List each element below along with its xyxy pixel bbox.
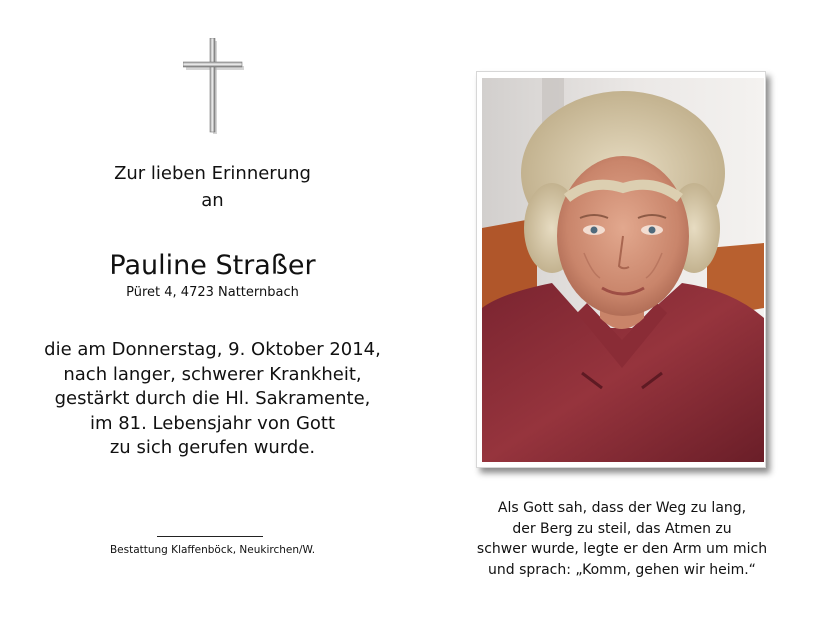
photo-frame bbox=[476, 71, 766, 468]
obituary-line: gestärkt durch die Hl. Sakramente, bbox=[54, 388, 371, 409]
cross-icon bbox=[183, 38, 245, 134]
memorial-heading bbox=[60, 160, 365, 214]
obituary-line: im 81. Lebensjahr von Gott bbox=[89, 412, 336, 434]
deceased-address: Püret 4, 4723 Natternbach bbox=[126, 285, 299, 300]
poem-line: der Berg zu steil, das Atmen zu bbox=[512, 520, 732, 537]
poem-line: schwer wurde, legte er den Arm um mich bbox=[476, 541, 768, 557]
obituary-line: die am Donnerstag, 9. Oktober 2014, bbox=[44, 339, 381, 360]
poem-line: und sprach: „Komm, gehen wir heim.“ bbox=[488, 561, 756, 578]
heading-line-2: an bbox=[201, 190, 224, 211]
divider-line bbox=[157, 536, 263, 537]
poem-line: Als Gott sah, dass der Weg zu lang, bbox=[497, 500, 747, 516]
memorial-poem bbox=[463, 498, 781, 580]
obituary-line: nach langer, schwerer Krankheit, bbox=[63, 363, 362, 385]
obituary-line: zu sich gerufen wurde. bbox=[109, 437, 316, 458]
deceased-name: Pauline Straßer bbox=[109, 250, 316, 281]
portrait-photo bbox=[482, 78, 764, 462]
heading-line-1: Zur lieben Erinnerung bbox=[114, 163, 311, 184]
obituary-text bbox=[20, 338, 405, 461]
funeral-home: Bestattung Klaffenböck, Neukirchen/W. bbox=[109, 544, 316, 556]
